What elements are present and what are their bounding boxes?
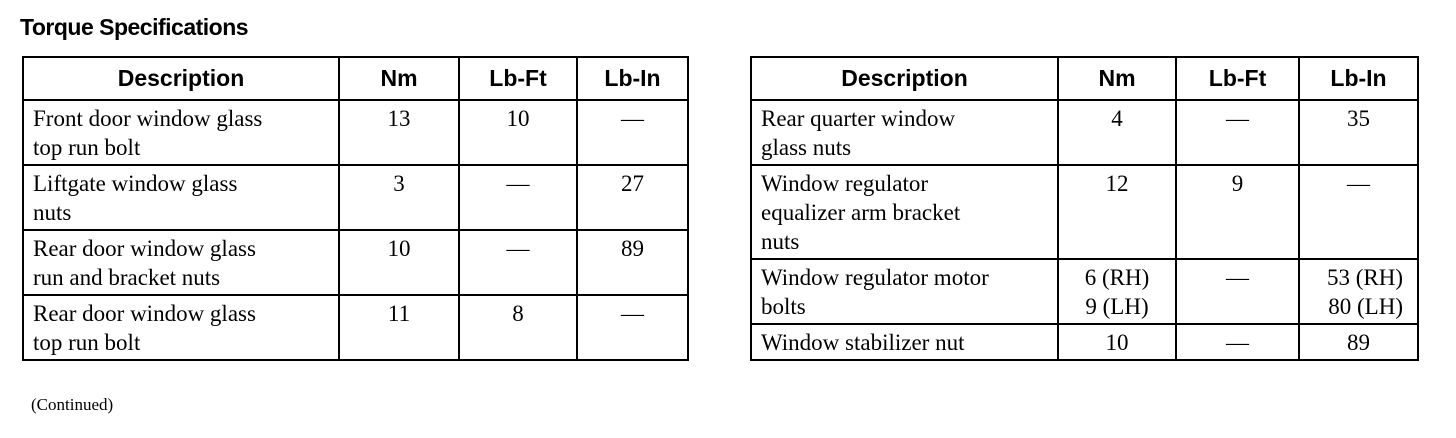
- cell-description: [23, 100, 339, 165]
- cell-text-line: —: [1226, 330, 1249, 355]
- header-nm: Nm: [339, 57, 459, 100]
- cell-text-line: 4: [1111, 106, 1123, 131]
- cell-nm: [339, 165, 459, 230]
- cell-text-line: —: [621, 301, 644, 326]
- cell-text-line: Window regulator motor: [761, 265, 989, 290]
- cell-text-line: Front door window glass: [33, 106, 263, 131]
- cell-text-line: top run bolt: [33, 135, 141, 160]
- cell-text-line: run and bracket nuts: [33, 265, 221, 290]
- header-lb-ft: Lb-Ft: [459, 57, 577, 100]
- cell-text-line: 53 (RH): [1326, 265, 1403, 290]
- table-row: [23, 230, 688, 295]
- cell-text-line: —: [621, 106, 644, 131]
- cell-text-line: Liftgate window glass: [33, 171, 238, 196]
- cell-text-line: —: [1226, 106, 1249, 131]
- torque-table-right: [750, 56, 1419, 361]
- header-lb-in: Lb-In: [577, 57, 688, 100]
- cell-lb-ft: [1176, 324, 1299, 360]
- cell-lb-in: [1299, 165, 1418, 259]
- cell-lb-ft: [459, 165, 577, 230]
- table-body-right: [751, 100, 1418, 360]
- cell-text-line: 9: [1231, 171, 1244, 196]
- cell-text-line: 80 (LH): [1328, 294, 1403, 319]
- page-title: Torque Specifications: [20, 14, 249, 40]
- cell-text-line: 35: [1347, 106, 1370, 131]
- table-row: [23, 100, 688, 165]
- cell-text-line: Window regulator: [761, 171, 929, 196]
- cell-lb-ft: [1176, 100, 1299, 165]
- cell-nm: [1058, 165, 1176, 259]
- cell-text-line: 6 (RH): [1084, 265, 1150, 290]
- cell-text-line: Rear door window glass: [33, 301, 256, 326]
- cell-lb-in: [577, 230, 688, 295]
- cell-nm: [1058, 324, 1176, 360]
- cell-description: [23, 165, 339, 230]
- cell-text-line: —: [506, 171, 530, 196]
- continued-note: (Continued): [31, 395, 114, 414]
- table-row: [751, 100, 1418, 165]
- cell-description: [751, 165, 1058, 259]
- cell-lb-ft: [459, 100, 577, 165]
- cell-description: [751, 259, 1058, 324]
- table-row: [23, 295, 688, 360]
- header-nm: Nm: [1058, 57, 1176, 100]
- cell-text-line: 89: [1347, 330, 1370, 355]
- cell-nm: [1058, 259, 1176, 324]
- cell-text-line: 9 (LH): [1085, 294, 1149, 319]
- cell-lb-in: [577, 165, 688, 230]
- cell-text-line: Rear quarter window: [761, 106, 956, 131]
- cell-lb-in: [1299, 324, 1418, 360]
- torque-table-left: [22, 56, 689, 361]
- header-lb-in: Lb-In: [1299, 57, 1418, 100]
- table-header-row: [23, 57, 688, 100]
- cell-text-line: nuts: [761, 229, 800, 254]
- cell-text-line: 27: [621, 171, 644, 196]
- cell-text-line: —: [1347, 171, 1370, 196]
- cell-text-line: glass nuts: [761, 135, 852, 160]
- cell-text-line: —: [506, 236, 530, 261]
- cell-nm: [339, 230, 459, 295]
- cell-text-line: —: [1226, 265, 1249, 290]
- cell-text-line: 3: [393, 171, 405, 196]
- cell-text-line: Rear door window glass: [33, 236, 256, 261]
- cell-text-line: 10: [1105, 330, 1129, 355]
- cell-text-line: 11: [387, 301, 411, 326]
- cell-description: [23, 230, 339, 295]
- cell-text-line: 89: [621, 236, 644, 261]
- cell-text-line: 8: [512, 301, 524, 326]
- cell-text-line: bolts: [761, 294, 806, 319]
- cell-lb-in: [577, 100, 688, 165]
- cell-nm: [339, 100, 459, 165]
- cell-lb-ft: [1176, 165, 1299, 259]
- cell-nm: [1058, 100, 1176, 165]
- cell-text-line: 10: [506, 106, 530, 131]
- header-description: Description: [23, 57, 339, 100]
- cell-text-line: Window stabilizer nut: [761, 330, 965, 355]
- cell-lb-in: [1299, 259, 1418, 324]
- table-row: [23, 165, 688, 230]
- cell-lb-ft: [459, 295, 577, 360]
- table-row: [751, 324, 1418, 360]
- table-header-row: [751, 57, 1418, 100]
- cell-lb-in: [577, 295, 688, 360]
- cell-lb-ft: [1176, 259, 1299, 324]
- header-description: Description: [751, 57, 1058, 100]
- cell-description: [751, 100, 1058, 165]
- cell-description: [23, 295, 339, 360]
- cell-lb-ft: [459, 230, 577, 295]
- cell-text-line: equalizer arm bracket: [761, 200, 961, 225]
- cell-nm: [339, 295, 459, 360]
- cell-text-line: 12: [1105, 171, 1129, 196]
- cell-text-line: 10: [387, 236, 411, 261]
- cell-description: [751, 324, 1058, 360]
- cell-text-line: top run bolt: [33, 330, 141, 355]
- cell-text-line: 13: [387, 106, 411, 131]
- table-body-left: [23, 100, 688, 360]
- table-row: [751, 165, 1418, 259]
- cell-lb-in: [1299, 100, 1418, 165]
- header-lb-ft: Lb-Ft: [1176, 57, 1299, 100]
- table-row: [751, 259, 1418, 324]
- cell-text-line: nuts: [33, 200, 72, 225]
